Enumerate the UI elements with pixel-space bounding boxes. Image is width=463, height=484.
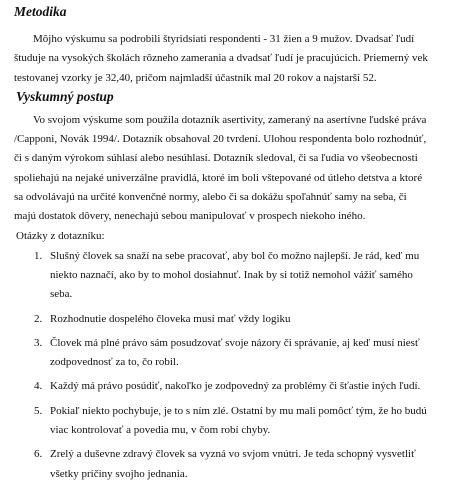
section-heading-metodika: Metodika: [14, 4, 67, 19]
questions-list: [14, 247, 457, 484]
questions-label: Otázky z dotazníku:: [16, 229, 105, 242]
list-item-line: Človek má plné právo sám posudzovať svoje názory či správanie, aj keď musí niesť: [50, 336, 420, 349]
list-item: [14, 445, 457, 484]
section-heading-postup: Vyskumný postup: [16, 88, 114, 104]
list-item-line: Každý má právo posúdiť, nakoľko je zodpovedný za problémy či šťastie iných ľudí.: [50, 380, 421, 393]
list-item-line: všetky príčiny svojho jednania.: [50, 467, 188, 480]
paragraph-line: testovanej vzorky je 32,40, pričom najmladší účastník mal 20 rokov a najstarší 52.: [14, 71, 377, 84]
list-item-line: Slušný človek sa snaží na sebe pracovať, aby bol čo možno najlepší. Je rád, keď mu: [50, 249, 420, 262]
list-item: [14, 334, 457, 373]
list-item-line: viac kontrolovať a povedia mu, v čom robí chyby.: [50, 424, 271, 437]
list-item: [14, 402, 457, 441]
list-item-number: 1.: [34, 249, 43, 262]
paragraph-line: /Capponi, Novák 1994/. Dotazník obsahoval 20 tvrdení. Ulohou respondenta bolo rozhodnúť,: [14, 133, 427, 146]
paragraph-line: majú dostatok dôvery, nenechajú sebou manipulovať v prospech niekoho iného.: [14, 210, 366, 223]
list-item-line: Zrelý a duševne zdravý človek sa vyzná vo svjom vnútri. Je teda schopný vysvetliť: [50, 448, 416, 461]
list-item: [14, 310, 457, 329]
procedure-paragraph: [14, 111, 457, 227]
paragraph-line: spoliehajú na nejaké univerzálne pravidlá, ktoré im boli vštepované od útleho detstva a ktoré: [14, 171, 423, 184]
methods-paragraph: [14, 30, 457, 88]
list-item-number: 6.: [34, 448, 43, 461]
list-item: [14, 377, 457, 396]
list-item-number: 5.: [34, 404, 43, 417]
list-item-line: Rozhodnutie dospelého človeka musí mať vždy logiku: [50, 312, 291, 325]
list-item-line: zodpovednosť za to, čo robil.: [50, 356, 179, 369]
paragraph-line: či s daným výrokom súhlasí alebo nesúhlasí. Dotazník sledoval, či sa ľudia vo všeobecnosti: [14, 152, 418, 165]
list-item-line: seba.: [50, 288, 73, 301]
list-item-number: 4.: [34, 380, 43, 393]
list-item-number: 2.: [34, 312, 43, 325]
list-item-line: Pokiaľ niekto pochybuje, je to s ním zlé. Ostatní by mu mali pomôcť tým, že ho budú: [50, 404, 427, 417]
list-item-line: niekto naznačí, ako by to mohol dosiahnuť. Inak by si totiž nemohol vážiť samého: [50, 268, 413, 281]
paragraph-line: sa odvolávajú na určité konvenčné normy, alebo či sa dokážu spoľahnúť samy na seba, či: [14, 191, 407, 204]
paragraph-line: študuje na vysokých školách rôzneho zamerania a dvadsať ľudí je pracujúcich. Priemerný vek: [14, 52, 428, 65]
paragraph-line: Vo svojom výskume som použila dotazník asertivity, zameraný na asertívne ľudské práva: [33, 113, 427, 126]
list-item: [14, 247, 457, 305]
paragraph-line: Môjho výskumu sa podrobili štyridsiati respondenti - 31 žien a 9 mužov. Dvadsať ľudí: [33, 33, 415, 45]
list-item-number: 3.: [34, 336, 43, 349]
